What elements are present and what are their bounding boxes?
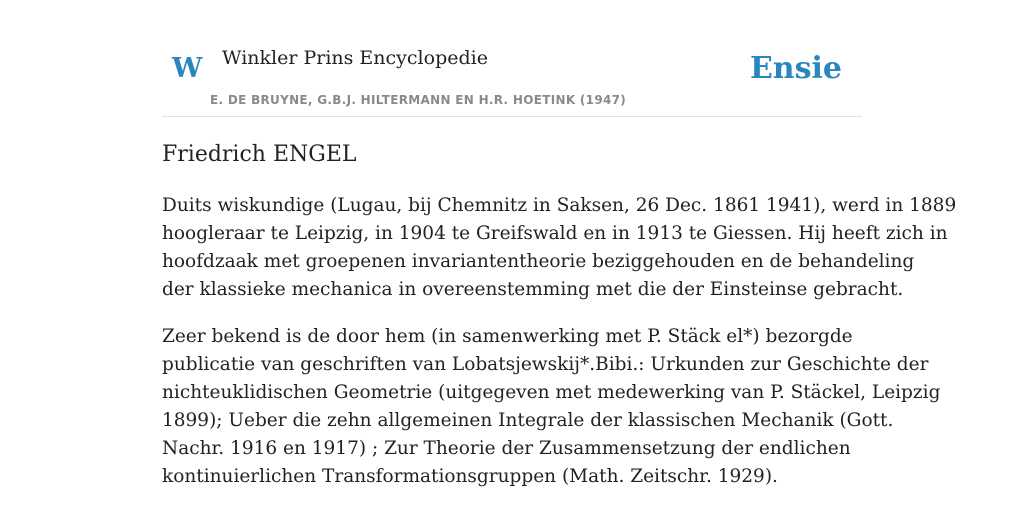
- paragraph-line: kontinuierlichen Transformationsgruppen (Math. Zeitschr. 1929).: [162, 466, 778, 487]
- paragraph-line: 1899); Ueber die zehn allgemeinen Integrale der klassischen Mechanik (Gott.: [162, 410, 894, 431]
- source-title[interactable]: Winkler Prins Encyclopedie: [222, 47, 488, 69]
- paragraph-line: Duits wiskundige (Lugau, bij Chemnitz in Saksen, 26 Dec. 1861 1941), werd in 1889: [162, 195, 957, 216]
- paragraph-line: publicatie van geschriften van Lobatsjewskij*.Bibi.: Urkunden zur Geschichte der: [162, 354, 929, 375]
- paragraph-line: nichteuklidischen Geometrie (uitgegeven met medewerking van P. Stäckel, Leipzig: [162, 382, 941, 403]
- article-paragraph: [162, 192, 957, 304]
- article-paragraph: [162, 323, 941, 491]
- source-header: [162, 40, 862, 117]
- winkler-prins-logo-icon[interactable]: W: [172, 53, 203, 84]
- paragraph-line: hoofdzaak met groepenen invariantentheorie beziggehouden en de behandeling: [162, 251, 915, 272]
- article-body: [162, 192, 957, 510]
- source-authors: E. DE BRUYNE, G.B.J. HILTERMANN EN H.R. HOETINK (1947): [210, 93, 627, 107]
- article-title: Friedrich ENGEL: [162, 142, 357, 167]
- paragraph-line: hoogleraar te Leipzig, in 1904 te Greifswald en in 1913 te Giessen. Hij heeft zich in: [162, 223, 948, 244]
- paragraph-line: der klassieke mechanica in overeenstemming met die der Einsteinse gebracht.: [162, 279, 904, 300]
- paragraph-line: Zeer bekend is de door hem (in samenwerking met P. Stäck el*) bezorgde: [162, 326, 853, 347]
- paragraph-line: Nachr. 1916 en 1917) ; Zur Theorie der Zusammensetzung der endlichen: [162, 438, 851, 459]
- ensie-brand-logo[interactable]: Ensie: [749, 51, 842, 86]
